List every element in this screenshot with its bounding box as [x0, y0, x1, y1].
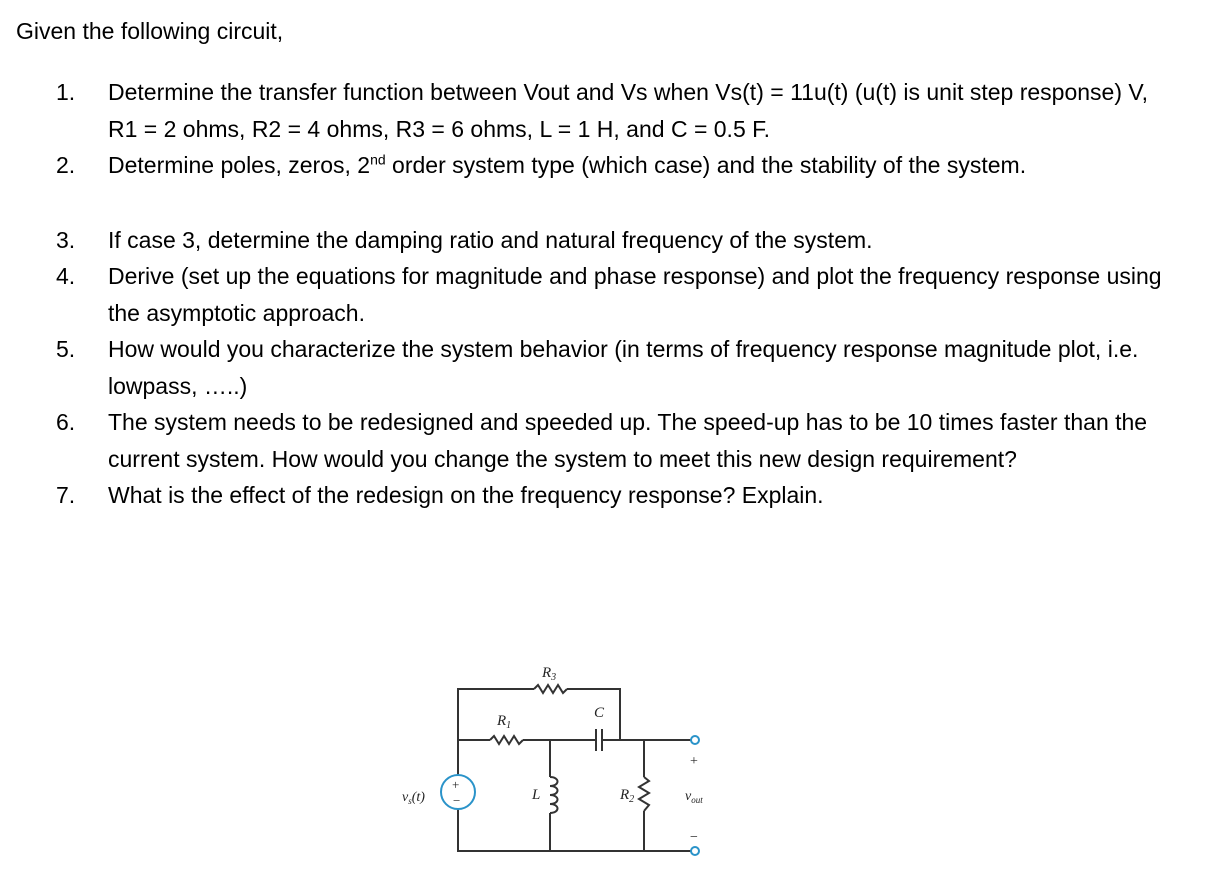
- question-4: [56, 258, 1176, 331]
- inductor-l: [550, 777, 558, 813]
- r3-label: $R_3$: [542, 665, 557, 683]
- intro-text: Given the following circuit,: [16, 18, 284, 44]
- wire-src-bottom: [458, 809, 691, 851]
- terminal-top: [691, 736, 699, 744]
- question-2: [56, 147, 1176, 184]
- question-list: [56, 74, 1176, 514]
- question-text: Determine poles, zeros, 2nd order system type (which case) and the stability of the system.: [108, 151, 1027, 178]
- question-text: Determine the transfer function between Vout and Vs when Vs(t) = 11u(t) (u(t) is unit step response) V, R1 = 2 ohms, R2 = 4 ohms, R3 = 6 ohms, L = 1 H, and C = 0.5 F.: [108, 79, 1149, 142]
- question-number: 1.: [56, 79, 76, 105]
- question-3: [56, 222, 1176, 259]
- resistor-r3: [534, 685, 567, 693]
- question-text: Derive (set up the equations for magnitude and phase response) and plot the frequency response using the asymptotic approach.: [108, 263, 1162, 326]
- r2-label: $R_2$: [620, 787, 635, 805]
- vout-minus: −: [690, 830, 698, 845]
- question-1: [56, 74, 1176, 147]
- question-number: 5.: [56, 336, 76, 362]
- question-text: What is the effect of the redesign on the frequency response? Explain.: [108, 482, 824, 508]
- vs-label: $v_s(t)$: [402, 790, 425, 806]
- question-text: If case 3, determine the damping ratio and natural frequency of the system.: [108, 226, 873, 253]
- l-label: L: [532, 787, 541, 803]
- question-number: 2.: [56, 152, 76, 178]
- question-text: How would you characterize the system behavior (in terms of frequency response magnitude plot, i.e. lowpass, …..): [108, 336, 1139, 399]
- question-number: 3.: [56, 226, 76, 253]
- vout-plus: +: [690, 754, 698, 769]
- resistor-r2: [639, 777, 649, 811]
- question-7: [56, 477, 1176, 514]
- question-number: 7.: [56, 482, 76, 508]
- r1-label: $R_1$: [497, 713, 512, 731]
- resistor-r1: [490, 736, 523, 744]
- terminal-bottom: [691, 847, 699, 855]
- question-5: [56, 331, 1176, 404]
- superscript-nd: nd: [370, 151, 386, 168]
- question-text: The system needs to be redesigned and speeded up. The speed-up has to be 10 times faster than the current system. How would you change the system to meet this new design requirement?: [108, 409, 1148, 472]
- question-number: 6.: [56, 409, 76, 435]
- wire-top: [458, 689, 534, 775]
- question-6: [56, 404, 1176, 477]
- question-number: 4.: [56, 263, 76, 289]
- source-minus: −: [453, 793, 461, 808]
- circuit-diagram: [380, 655, 720, 870]
- source-plus: +: [452, 777, 460, 792]
- vout-label: $v_{out}$: [685, 789, 703, 805]
- c-label: C: [594, 705, 605, 721]
